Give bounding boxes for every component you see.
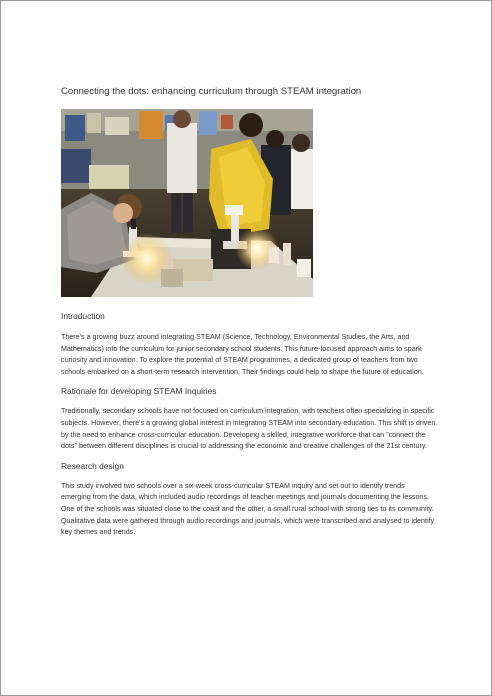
section-body-rationale: Traditionally, secondary schools have not focused on curriculum integration, with teachers often specializing in specific subjects. However, there's a growing global interest in integrating STEAM into secondary education. This shift is driven by the need to enhance cross-curricular education. Developing a skilled, integrative workforce that can "connect the dots" between different disciplines is crucial to addressing the economic and creative challenges of the 21st century. [61, 407, 436, 451]
document-title: Connecting the dots: enhancing curriculum through STEAM integration [61, 86, 362, 97]
section-heading-introduction: Introduction [61, 311, 105, 321]
section-heading-rationale: Rationale for developing STEAM Inquiries [61, 386, 217, 397]
document-content [61, 85, 436, 539]
section-body-research-design: This study involved two schools over a six-week cross-curricular STEAM inquiry and set out to identify trends emerging from the data, which included audio recordings of teacher meetings and journals documenting the lessons. One of the schools was situated close to the coast and the other, a small rural school with strong ties to its community. Qualitative data were gathered through audio recordings and journals, which were transcribed and analysed to identify key themes and trends. [61, 481, 435, 537]
section-body-introduction: There's a growing buzz around integrating STEAM (Science, Technology, Environmental Studies, the Arts, and Mathematics) into the curriculum for junior secondary school students. This future-focused approach aims to spark curiosity and innovation. To explore the potential of STEAM programmes, a dedicated group of teachers from two schools embarked on a short-term research intervention. Their findings could help to shape the future of education. [61, 333, 424, 376]
classroom-microscope-photo [61, 109, 313, 297]
section-heading-research-design: Research design [61, 460, 124, 471]
